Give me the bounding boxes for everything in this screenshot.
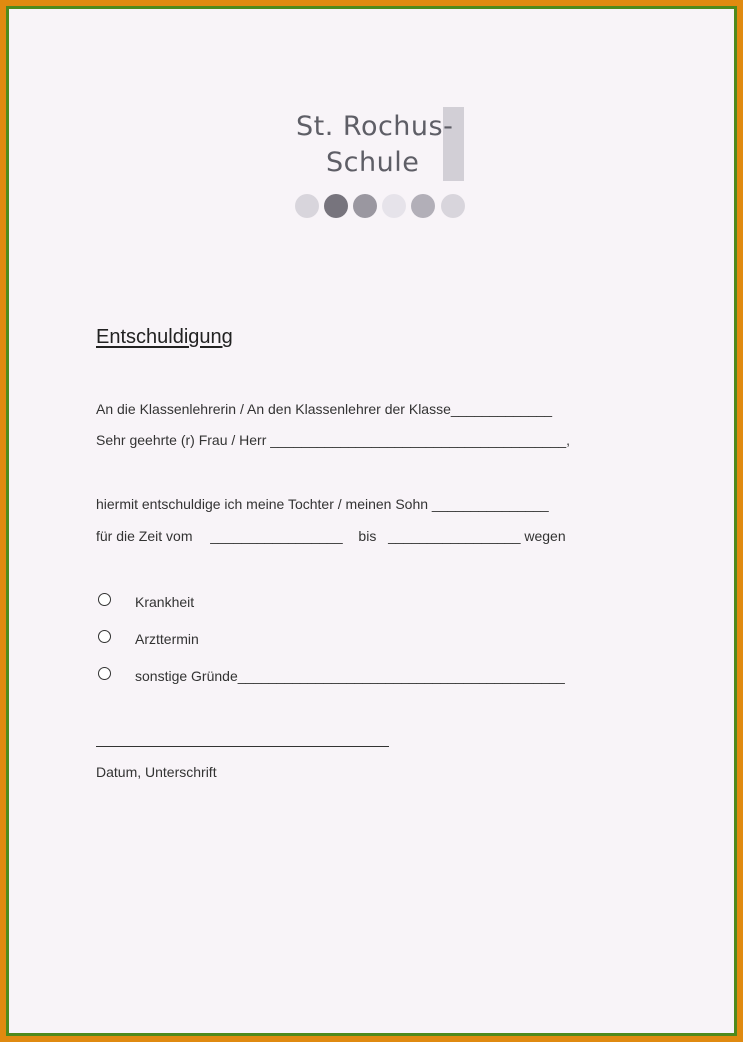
signature-line: [96, 746, 389, 747]
school-logo: [284, 101, 474, 226]
option-radio-other[interactable]: [98, 667, 111, 680]
salutation-line: Sehr geehrte (r) Frau / Herr ______________________________________,: [96, 432, 571, 448]
excuse-line: hiermit entschuldige ich meine Tochter / meinen Sohn _______________: [96, 496, 549, 512]
document-page: [9, 9, 734, 1033]
document-title: Entschuldigung: [96, 326, 233, 348]
logo-dot: [441, 194, 465, 218]
period-reason-label: wegen: [524, 528, 566, 544]
period-to-blank: _________________: [388, 528, 521, 544]
logo-text-line1: St. Rochus-: [296, 111, 454, 142]
period-to-label: bis: [358, 528, 377, 544]
logo-dot: [295, 194, 319, 218]
class-line: An die Klassenlehrerin / An den Klassenlehrer der Klasse_____________: [96, 401, 553, 417]
logo-text-line2: Schule: [326, 147, 420, 178]
period-from-blank: _________________: [210, 528, 343, 544]
option-label-illness: Krankheit: [135, 594, 195, 610]
option-label-doctor: Arzttermin: [135, 631, 199, 647]
period-from-label: für die Zeit vom: [96, 528, 193, 544]
option-label-other: sonstige Gründe__________________________________________: [135, 668, 565, 684]
logo-dot: [324, 194, 348, 218]
period-line: [96, 528, 566, 544]
signature-caption: Datum, Unterschrift: [96, 764, 217, 780]
option-radio-doctor[interactable]: [98, 630, 111, 643]
option-radio-illness[interactable]: [98, 593, 111, 606]
logo-dot: [353, 194, 377, 218]
logo-dot: [382, 194, 406, 218]
logo-dot: [411, 194, 435, 218]
